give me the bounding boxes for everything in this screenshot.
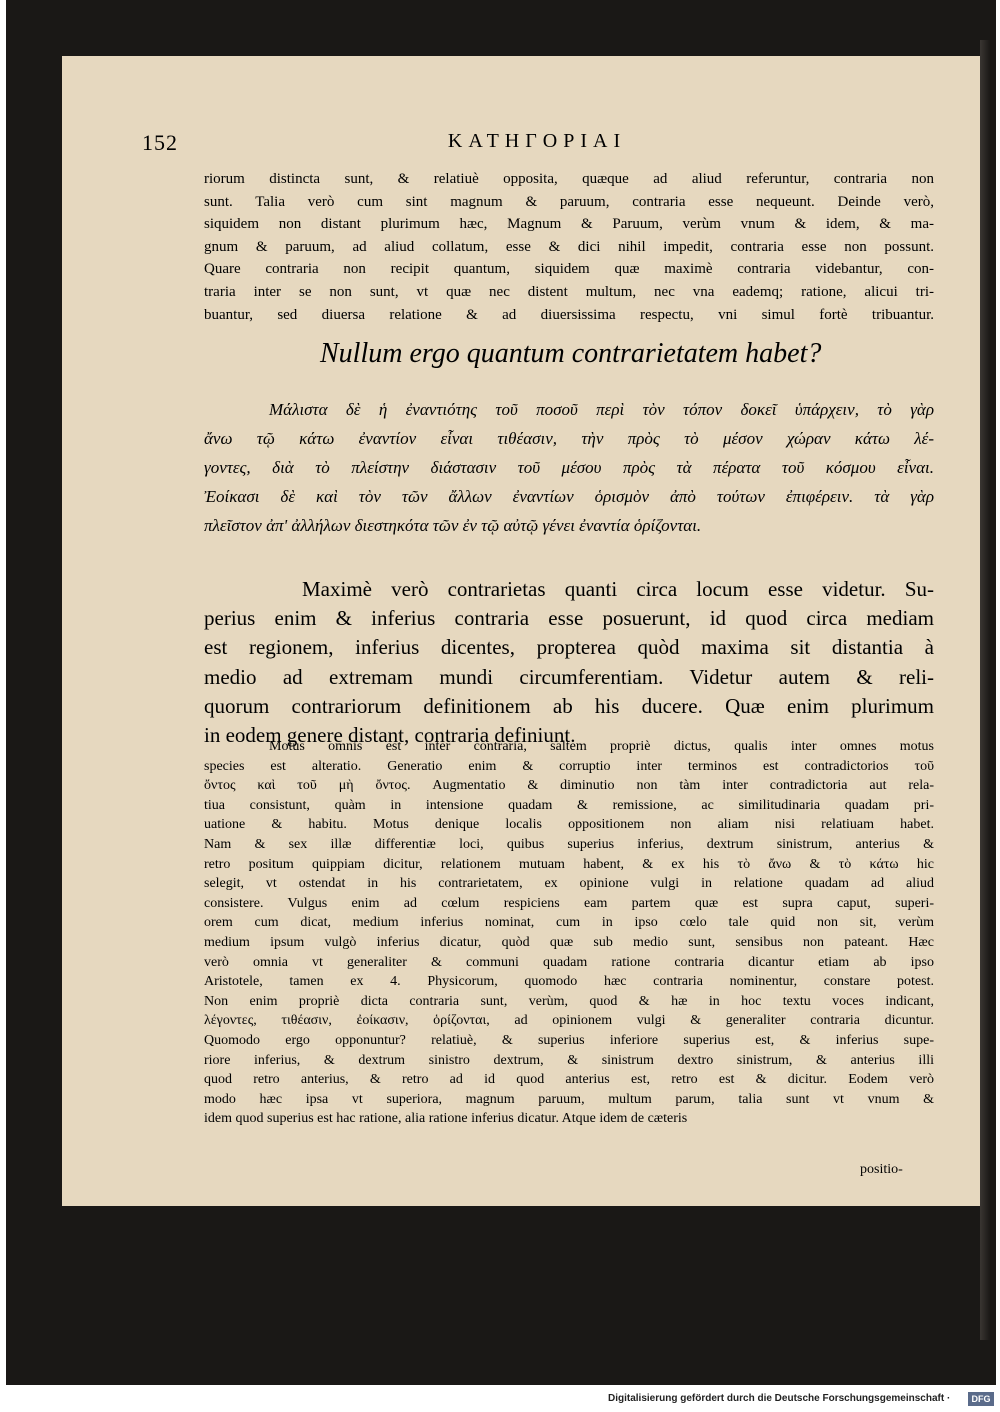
commentary [204,737,934,1129]
text-line: gnum & paruum, ad aliud collatum, esse & dici nihil impedit, contraria esse non possunt. [204,238,934,255]
text-line: est regionem, inferius dicentes, propterea quòd maxima sit distantia à [204,635,934,660]
text-line: medium ipsum vulgò inferius dicatur, quòd quæ sub medio sunt, sensibus non pateant. Hæc [204,934,934,950]
latin-translation [204,575,934,750]
page-number: 152 [142,130,178,155]
text-line: πλεῖστον ἀπ' ἀλλήλων διεστηκότα τῶν ἐν τῷ αὐτῷ γένει ἐναντία ὁρίζονται. [204,516,702,535]
text-line: uatione & habitu. Motus denique localis oppositionem non aliam nisi relatiuam habet. [204,817,934,833]
text-line: orem cum dicat, medium inferius nominat, cum in ipso cœlo tale quid non sit, verùm [204,915,934,931]
text-line: Maximè verò contrarietas quanti circa locum esse videtur. Su- [302,577,934,601]
text-line: quorum contrariorum definitionem ab his ducere. Quæ enim plurimum [204,693,934,718]
text-line: quod retro anterius, & retro ad id quod anterius est, retro est & dicitur. Eodem verò [204,1072,934,1088]
section-question: Nullum ergo quantum contrarietatem habet? [320,338,822,369]
dfg-logo: DFG [968,1392,994,1406]
text-line: tiua consistunt, quàm in intensione quadam & remissione, ac similitudinaria quadam pri- [204,797,934,813]
text-line: λέγοντες, τιθέασιν, ἐοίκασιν, ὁρίζονται, ad opinionem vulgi & generaliter contraria dicuntur. [204,1013,934,1029]
text-line: riore inferius, & dextrum sinistro dextrum, & sinistrum dextro sinistrum, & anterius illi [204,1052,934,1068]
text-line: ἄνω τῷ κάτω ἐναντίον εἶναι τιθέασιν, τὴν πρὸς τὸ μέσον χώραν κάτω λέ- [204,429,934,448]
catchword: positio- [860,1162,903,1177]
text-line: selegit, vt ostendat in his contrarietatem, ex opinione vulgi in relatione quadam ad aliud [204,876,934,892]
text-line: Aristotele, tamen ex 4. Physicorum, quomodo hæc contraria nominentur, constare potest. [204,974,934,990]
text-line: siquidem non distant plurimum hæc, Magnum & Paruum, verùm vnum & idem, & ma- [204,216,934,233]
text-line: species est alteratio. Generatio enim & corruptio inter terminos est contradictorios τοῦ [204,758,934,774]
text-line: retro positum quippiam dicitur, relationem mutuam habent, & ex his τὸ ἄνω & τὸ κάτω hic [204,856,934,872]
text-line: Nam & sex illæ differentiæ loci, quibus superius inferius, dextrum sinistrum, anterius & [204,836,934,852]
text-line: Non enim propriè dicta contraria sunt, verùm, quod & hæ in hoc textu voces indicant, [204,993,934,1009]
text-line: Quomodo ergo opponuntur? relatiuè, & superius inferiore superius est, & inferius supe- [204,1032,934,1048]
text-line: consistere. Vulgus enim ad cœlum respiciens eam partem quæ est supra caput, superi- [204,895,934,911]
text-line: modo hæc ipsa vt superiora, magnum paruum, multum parum, talia sunt vt vnum & [204,1091,934,1107]
text-line: medio ad extremam mundi circumferentiam. Videtur autem & reli- [204,664,934,689]
greek-text [204,395,934,540]
footer-text: Digitalisierung gefördert durch die Deutsche Forschungsgemeinschaft · [608,1393,951,1404]
text-line: traria inter se non sunt, vt quæ nec distent multum, nec vna eademq; ratione, alicui tri- [204,283,934,300]
text-line: ὄντος καὶ τοῦ μὴ ὄντος. Augmentatio & diminutio non tàm inter contradictoria aut rela- [204,778,934,794]
text-line: idem quod superius est hac ratione, alia ratione inferius dicatur. Atque idem de cæteris [204,1111,688,1127]
text-line: in eodem genere distant, contraria definiunt. [204,723,576,748]
text-line: buantur, sed diuersa relatione & ad diuersissima respectu, vni simul fortè tribuantur. [204,306,934,323]
text-line: γοντες, διὰ τὸ πλείστην διάστασιν τοῦ μέσου πρὸς τὰ πέρατα τοῦ κόσμου εἶναι. [204,458,934,477]
page-header-title: ΚΑΤΗΓΟΡΙΑΙ [447,130,627,152]
running-head [142,130,932,156]
text-line: perius enim & inferius contraria esse posuerunt, id quod circa mediam [204,606,934,631]
text-line: sunt. Talia verò cum sint magnum & paruum, contraria esse nequeunt. Deinde verò, [204,193,934,210]
text-line: Ἐοίκασι δὲ καὶ τὸν τῶν ἄλλων ἐναντίων ὁρισμὸν ἀπὸ τούτων ἐπιφέρειν. τὰ γὰρ [204,487,934,506]
funding-footer [608,1392,994,1408]
text-line: verò omnia vt generaliter & communi quadam ratione contraria dicantur etiam ab ipso [204,954,934,970]
text-line: riorum distincta sunt, & relatiuè opposita, quæque ad aliud referuntur, contraria non [204,171,934,187]
text-line: Motus omnis est inter contraria, saltem propriè dictus, qualis inter omnes motus [269,739,934,754]
lead-paragraph [204,168,934,326]
text-line: Μάλιστα δὲ ἡ ἐναντιότης τοῦ ποσοῦ περὶ τὸν τόπον δοκεῖ ὑπάρχειν, τὸ γὰρ [269,400,934,419]
binding-edge [980,40,990,1340]
text-line: Quare contraria non recipit quantum, siquidem quæ maximè contraria videbantur, con- [204,261,934,278]
